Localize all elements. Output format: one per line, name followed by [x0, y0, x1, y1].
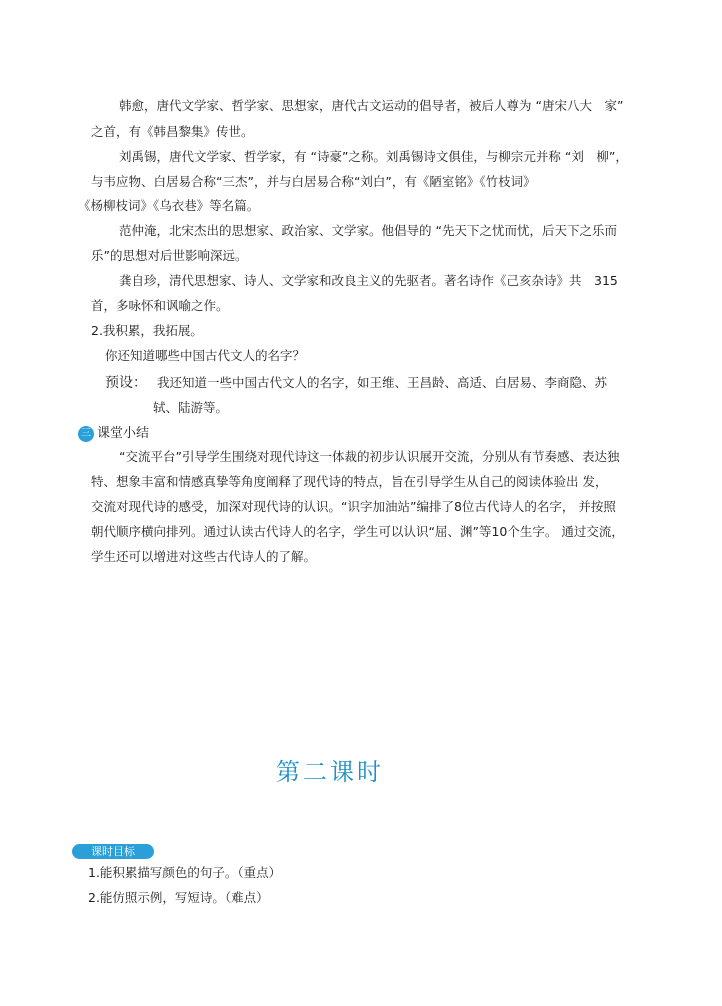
summary-line: 交流对现代诗的感受，加深对现代诗的认识。“识字加油站”编排了8位古代诗人的名字， 并按照 — [91, 499, 616, 514]
goal-item: 1.能积累描写颜色的句子。（重点） — [88, 865, 282, 880]
section-title: 课堂小结 — [97, 426, 150, 441]
lesson-goal-badge: 课时目标 — [72, 844, 154, 859]
text-line: 龚自珍，清代思想家、诗人、文学家和改良主义的先驱者。著名诗作《己亥杂诗》共 315 — [119, 273, 618, 288]
extend-title: 2.我积累，我拓展。 — [91, 323, 203, 338]
text-line: 与韦应物、白居易合称“三杰”，并与白居易合称“刘白”，有《陋室铭》《竹枝词》 — [91, 174, 536, 189]
preset-line — [105, 375, 607, 391]
text-line: 刘禹锡，唐代文学家、哲学家，有 “诗豪”之称。刘禹锡诗文俱佳，与柳宗元并称 “刘 柳”， — [119, 149, 628, 164]
summary-line: 朝代顺序横向排列。通过认读古代诗人的名字，学生可以认识“屈、渊”等10个生字。 通过交流， — [91, 524, 624, 539]
text-line: 范仲淹，北宋杰出的思想家、政治家、文学家。他倡导的 “先天下之忧而忧，后天下之乐而 — [119, 223, 617, 238]
text-line: 之首，有《韩昌黎集》传世。 — [91, 124, 254, 139]
text-line: 韩愈，唐代文学家、哲学家、思想家，唐代古文运动的倡导者，被后人尊为 “唐宋八大 家” — [119, 98, 624, 113]
summary-line: 特、想象丰富和情感真挚等角度阐释了现代诗的特点，旨在引导学生从自己的阅读体验出 发， — [91, 474, 608, 489]
lesson-title: 第二课时 — [276, 758, 384, 786]
preset-answer-cont: 轼、陆游等。 — [153, 400, 229, 415]
preset-answer: 我还知道一些中国古代文人的名字，如王维、王昌龄、高适、白居易、李商隐、苏 — [156, 375, 607, 390]
goal-item: 2.能仿照示例，写短诗。（难点） — [88, 890, 269, 905]
section-number-badge: 三 — [78, 426, 94, 442]
summary-line: “交流平台”引导学生围绕对现代诗这一体裁的初步认识展开交流，分别从有节奏感、表达独 — [119, 449, 620, 464]
extend-question: 你还知道哪些中国古代文人的名字？ — [105, 348, 306, 363]
preset-label: 预设： — [105, 375, 147, 391]
text-line: 《杨柳枝词》《乌衣巷》等名篇。 — [78, 198, 260, 213]
text-line: 乐”的思想对后世影响深远。 — [91, 248, 248, 263]
summary-line: 学生还可以增进对这些古代诗人的了解。 — [91, 549, 317, 564]
text-line: 首，多咏怀和讽喻之作。 — [91, 298, 229, 313]
